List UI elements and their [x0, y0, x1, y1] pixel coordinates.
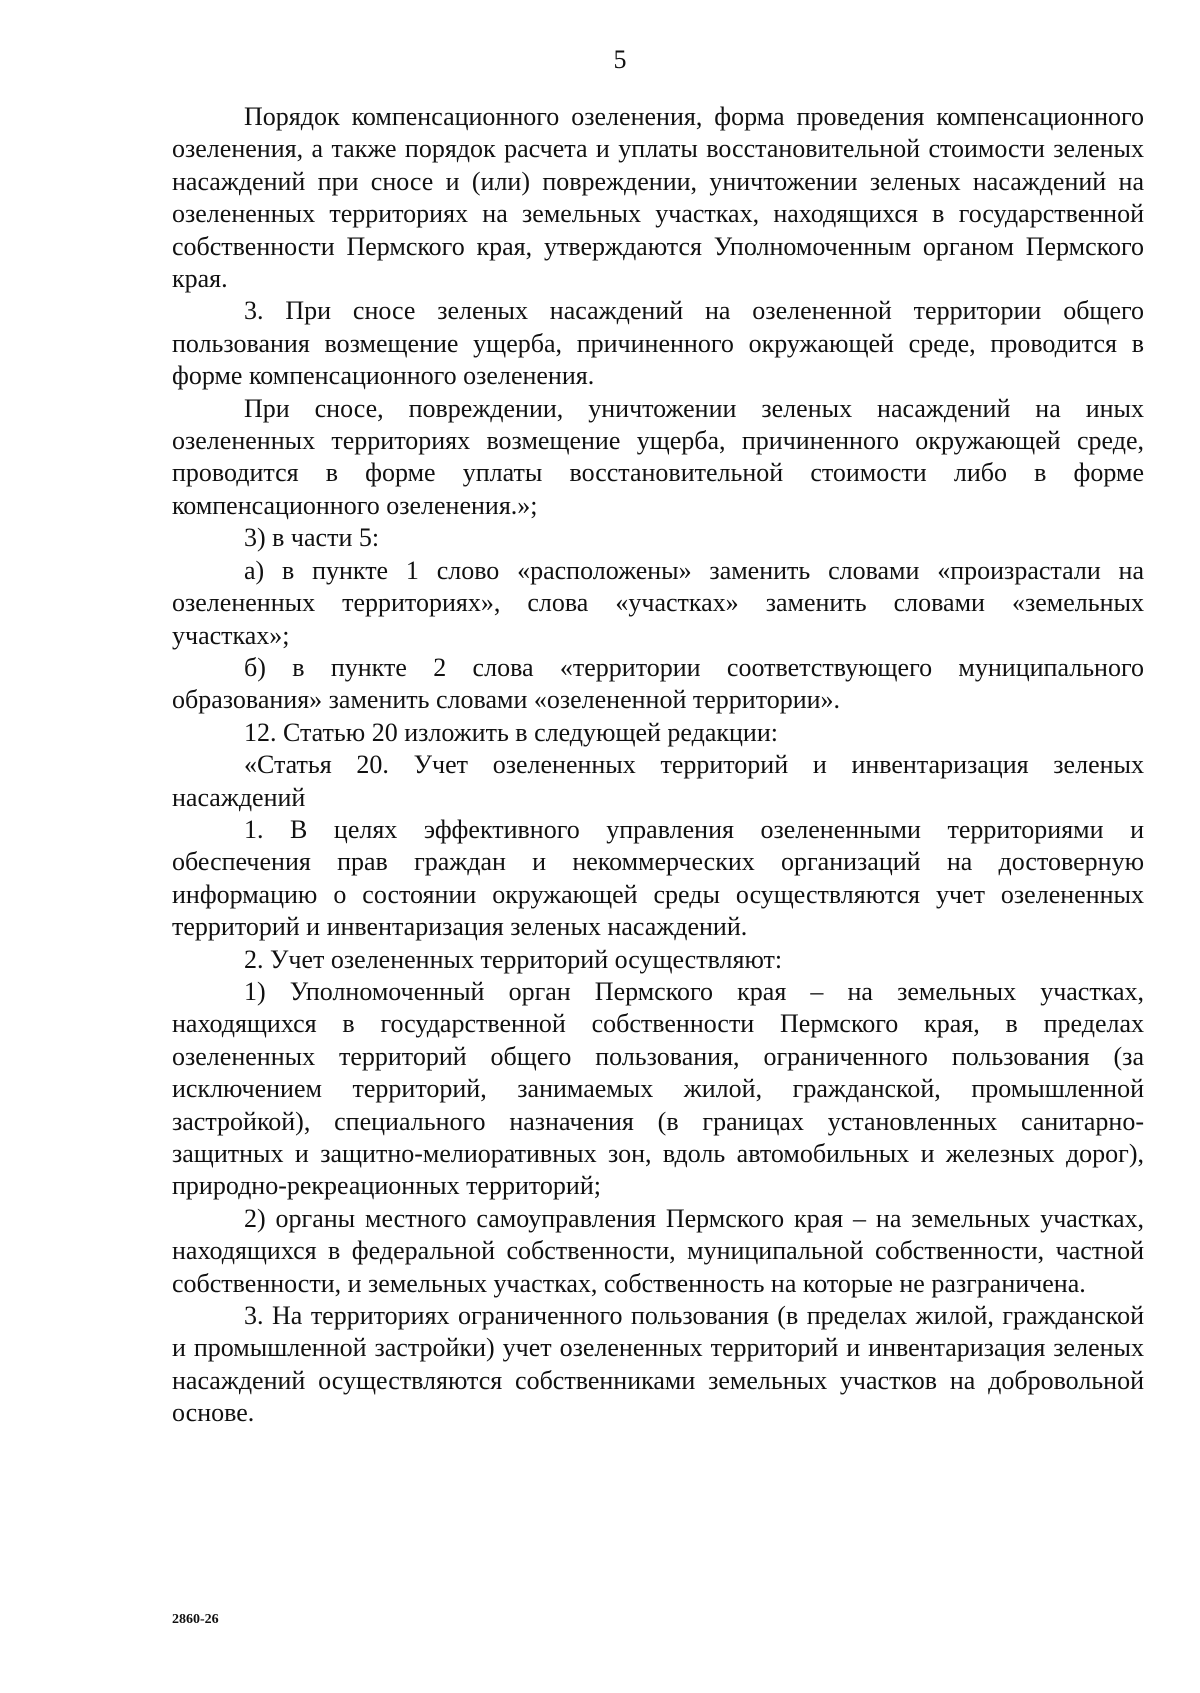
- paragraph-subitem-b: б) в пункте 2 слова «территории соответствующего муниципального образования» заменить словами «озелененной территории».: [172, 652, 1144, 715]
- paragraph-article-20-title: «Статья 20. Учет озелененных территорий и инвентаризация зеленых насаждений: [172, 750, 1144, 812]
- paragraph-part-5: 3) в части 5:: [244, 523, 380, 553]
- page-number: 5: [613, 45, 627, 74]
- paragraph-other-territories: При сносе, повреждении, уничтожении зеленых насаждений на иных озелененных территориях возмещение ущерба, причиненного окружающей среде, проводится в форме уплаты восстановительной стоимости либо в форме компенсационного озеленения.»;: [172, 393, 1144, 520]
- paragraph-compensation-order: Порядок компенсационного озеленения, форма проведения компенсационного озеленения, а также порядок расчета и уплаты восстановительной стоимости зеленых насаждений при сносе и (или) повреждении, уничтожении зеленых насаждений на озелененных территориях на земельных участках, находящихся в государственной собственности Пермского края, утверждаются Уполномоченным органом Пермского края.: [172, 102, 1144, 294]
- paragraph-article-20-part-2-item-2: 2) органы местного самоуправления Пермского края – на земельных участках, находящихся в федеральной собственности, муниципальной собственности, частной собственности, и земельных участках, собственность на которые не разграничена.: [172, 1203, 1144, 1298]
- paragraph-article-20-part-1: 1. В целях эффективного управления озелененными территориями и обеспечения прав граждан и некоммерческих организаций на достоверную информацию о состоянии окружающей среды осуществляются учет озелененных территорий и инвентаризация зеленых насаждений.: [172, 814, 1144, 942]
- paragraph-article-20-part-2: 2. Учет озелененных территорий осуществляют:: [244, 944, 783, 974]
- paragraph-item-12: 12. Статью 20 изложить в следующей редакции:: [244, 717, 778, 747]
- document-code: 2860-26: [172, 1612, 219, 1627]
- paragraph-article-20-part-2-item-1: 1) Уполномоченный орган Пермского края – на земельных участках, находящихся в государственной собственности Пермского края, в пределах озелененных территорий общего пользования, ограниченного пользования (за исключением территорий, занимаемых жилой, гражданской, промышленной застройкой), специального назначения (в границах установленных санитарно-защитных и защитно-мелиоративных зон, вдоль автомобильных и железных дорог), природно-рекреационных территорий;: [172, 976, 1144, 1201]
- paragraph-item-3: 3. При сносе зеленых насаждений на озелененной территории общего пользования возмещение ущерба, причиненного окружающей среде, проводится в форме компенсационного озеленения.: [172, 296, 1144, 391]
- document-body: [172, 101, 1144, 1430]
- paragraph-article-20-part-3: 3. На территориях ограниченного пользования (в пределах жилой, гражданской и промышленной застройки) учет озелененных территорий и инвентаризация зеленых насаждений осуществляются собственниками земельных участков на добровольной основе.: [172, 1301, 1144, 1428]
- paragraph-subitem-a: а) в пункте 1 слово «расположены» заменить словами «произрастали на озелененных территориях», слова «участках» заменить словами «земельных участках»;: [172, 555, 1144, 650]
